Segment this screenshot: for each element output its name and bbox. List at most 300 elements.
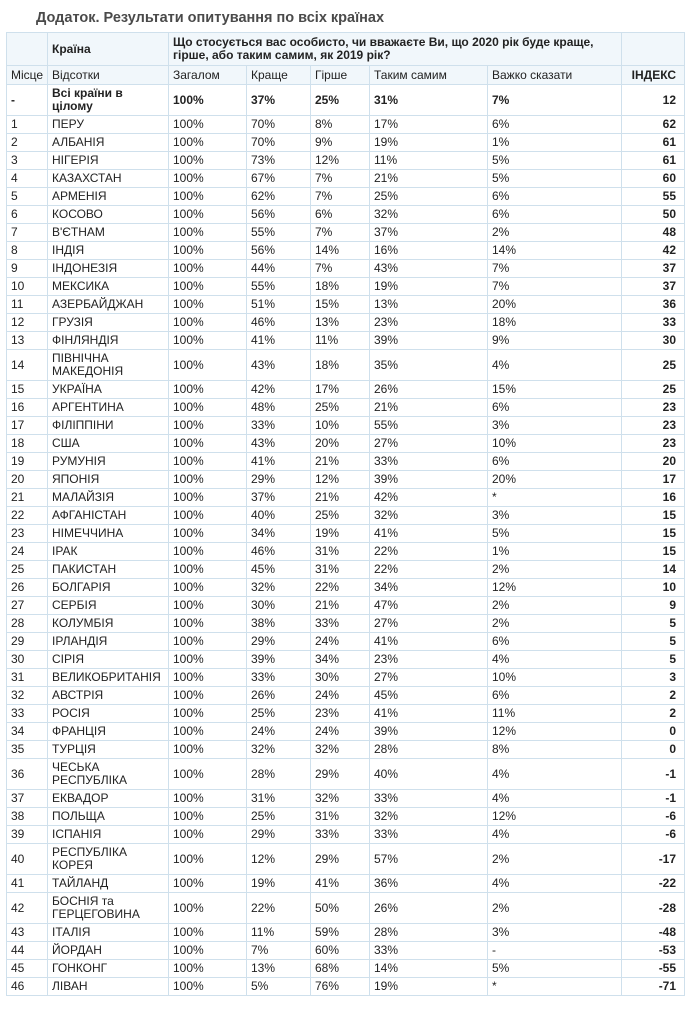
survey-table [6, 32, 685, 996]
cell-same: 41% [370, 705, 488, 723]
cell-index: 5 [622, 633, 685, 651]
table-row [7, 579, 685, 597]
cell-hard: 4% [488, 350, 622, 381]
cell-better: 51% [247, 296, 311, 314]
cell-total: 100% [169, 170, 247, 188]
cell-same: 23% [370, 651, 488, 669]
cell-place: 41 [7, 875, 48, 893]
cell-same: 32% [370, 206, 488, 224]
cell-total: 100% [169, 942, 247, 960]
cell-same: 37% [370, 224, 488, 242]
table-row [7, 170, 685, 188]
cell-hard: 15% [488, 381, 622, 399]
cell-worse: 24% [311, 723, 370, 741]
cell-total: 100% [169, 206, 247, 224]
table-row [7, 471, 685, 489]
table-row [7, 561, 685, 579]
table-row [7, 705, 685, 723]
table-row [7, 224, 685, 242]
cell-country: РЕСПУБЛІКА КОРЕЯ [48, 844, 169, 875]
cell-hard: 6% [488, 453, 622, 471]
cell-worse: 59% [311, 924, 370, 942]
cell-same: 19% [370, 978, 488, 996]
cell-better: 33% [247, 417, 311, 435]
cell-country: ІРАК [48, 543, 169, 561]
header-empty [7, 33, 48, 66]
cell-country: УКРАЇНА [48, 381, 169, 399]
cell-place: 32 [7, 687, 48, 705]
cell-index: 14 [622, 561, 685, 579]
cell-same: 47% [370, 597, 488, 615]
cell-hard: 4% [488, 875, 622, 893]
cell-country: ПАКИСТАН [48, 561, 169, 579]
cell-total: 100% [169, 399, 247, 417]
cell-total: 100% [169, 826, 247, 844]
cell-country: ТАЙЛАНД [48, 875, 169, 893]
summary-better: 37% [247, 85, 311, 116]
cell-total: 100% [169, 507, 247, 525]
cell-place: 44 [7, 942, 48, 960]
cell-better: 46% [247, 543, 311, 561]
cell-same: 55% [370, 417, 488, 435]
table-row [7, 651, 685, 669]
cell-hard: 14% [488, 242, 622, 260]
cell-total: 100% [169, 381, 247, 399]
cell-worse: 19% [311, 525, 370, 543]
cell-worse: 60% [311, 942, 370, 960]
header-same: Таким самим [370, 66, 488, 85]
cell-hard: 20% [488, 296, 622, 314]
cell-better: 29% [247, 633, 311, 651]
cell-total: 100% [169, 687, 247, 705]
table-row [7, 242, 685, 260]
cell-index: 25 [622, 381, 685, 399]
cell-worse: 29% [311, 844, 370, 875]
cell-better: 31% [247, 790, 311, 808]
cell-better: 40% [247, 507, 311, 525]
cell-worse: 31% [311, 808, 370, 826]
cell-total: 100% [169, 260, 247, 278]
cell-worse: 32% [311, 741, 370, 759]
cell-worse: 23% [311, 705, 370, 723]
cell-total: 100% [169, 417, 247, 435]
cell-better: 56% [247, 206, 311, 224]
cell-hard: 2% [488, 224, 622, 242]
cell-worse: 29% [311, 759, 370, 790]
cell-index: 50 [622, 206, 685, 224]
cell-index: 2 [622, 705, 685, 723]
cell-index: -48 [622, 924, 685, 942]
cell-hard: 9% [488, 332, 622, 350]
header-better: Краще [247, 66, 311, 85]
cell-country: ІРЛАНДІЯ [48, 633, 169, 651]
cell-better: 73% [247, 152, 311, 170]
cell-country: РОСІЯ [48, 705, 169, 723]
cell-index: 55 [622, 188, 685, 206]
cell-same: 42% [370, 489, 488, 507]
cell-worse: 68% [311, 960, 370, 978]
cell-better: 19% [247, 875, 311, 893]
cell-same: 33% [370, 790, 488, 808]
cell-hard: 6% [488, 188, 622, 206]
summary-same: 31% [370, 85, 488, 116]
header-empty-right [622, 33, 685, 66]
header-worse: Гірше [311, 66, 370, 85]
cell-worse: 7% [311, 224, 370, 242]
cell-worse: 10% [311, 417, 370, 435]
header-row-top [7, 33, 685, 66]
cell-index: -1 [622, 790, 685, 808]
table-row [7, 453, 685, 471]
cell-total: 100% [169, 350, 247, 381]
cell-index: -17 [622, 844, 685, 875]
cell-better: 24% [247, 723, 311, 741]
cell-hard: 2% [488, 561, 622, 579]
cell-same: 39% [370, 471, 488, 489]
cell-hard: 12% [488, 723, 622, 741]
cell-same: 23% [370, 314, 488, 332]
cell-index: -28 [622, 893, 685, 924]
cell-same: 33% [370, 826, 488, 844]
cell-better: 11% [247, 924, 311, 942]
cell-same: 13% [370, 296, 488, 314]
cell-same: 33% [370, 942, 488, 960]
cell-place: 3 [7, 152, 48, 170]
table-row [7, 260, 685, 278]
cell-worse: 24% [311, 687, 370, 705]
cell-index: 48 [622, 224, 685, 242]
cell-country: ІСПАНІЯ [48, 826, 169, 844]
cell-worse: 8% [311, 116, 370, 134]
cell-better: 37% [247, 489, 311, 507]
cell-hard: 3% [488, 924, 622, 942]
cell-country: ГРУЗІЯ [48, 314, 169, 332]
cell-place: 21 [7, 489, 48, 507]
cell-better: 22% [247, 893, 311, 924]
cell-total: 100% [169, 471, 247, 489]
cell-same: 22% [370, 543, 488, 561]
cell-country: ФРАНЦІЯ [48, 723, 169, 741]
cell-better: 13% [247, 960, 311, 978]
cell-total: 100% [169, 723, 247, 741]
cell-index: 2 [622, 687, 685, 705]
cell-better: 39% [247, 651, 311, 669]
header-index: ІНДЕКС [622, 66, 685, 85]
table-row [7, 543, 685, 561]
cell-hard: 2% [488, 893, 622, 924]
cell-hard: 7% [488, 278, 622, 296]
cell-worse: 21% [311, 453, 370, 471]
cell-better: 29% [247, 826, 311, 844]
cell-total: 100% [169, 314, 247, 332]
cell-hard: 4% [488, 759, 622, 790]
cell-total: 100% [169, 790, 247, 808]
header-total: Загалом [169, 66, 247, 85]
header-row-columns [7, 66, 685, 85]
cell-better: 45% [247, 561, 311, 579]
cell-country: ГОНКОНГ [48, 960, 169, 978]
cell-index: 9 [622, 597, 685, 615]
cell-same: 21% [370, 170, 488, 188]
cell-hard: 2% [488, 844, 622, 875]
table-row [7, 435, 685, 453]
cell-same: 39% [370, 723, 488, 741]
cell-country: ІНДІЯ [48, 242, 169, 260]
cell-place: 35 [7, 741, 48, 759]
cell-worse: 17% [311, 381, 370, 399]
table-row [7, 332, 685, 350]
cell-index: 15 [622, 507, 685, 525]
cell-worse: 7% [311, 260, 370, 278]
cell-same: 41% [370, 525, 488, 543]
cell-better: 70% [247, 116, 311, 134]
table-row [7, 381, 685, 399]
cell-better: 41% [247, 332, 311, 350]
cell-better: 46% [247, 314, 311, 332]
header-hard: Важко сказати [488, 66, 622, 85]
cell-better: 43% [247, 435, 311, 453]
cell-place: 45 [7, 960, 48, 978]
cell-same: 28% [370, 741, 488, 759]
cell-place: 37 [7, 790, 48, 808]
table-row [7, 808, 685, 826]
cell-total: 100% [169, 116, 247, 134]
summary-hard: 7% [488, 85, 622, 116]
cell-country: НІМЕЧЧИНА [48, 525, 169, 543]
cell-total: 100% [169, 705, 247, 723]
cell-better: 48% [247, 399, 311, 417]
cell-place: 24 [7, 543, 48, 561]
cell-same: 16% [370, 242, 488, 260]
table-row [7, 723, 685, 741]
cell-better: 28% [247, 759, 311, 790]
cell-hard: 5% [488, 152, 622, 170]
cell-place: 23 [7, 525, 48, 543]
cell-index: -55 [622, 960, 685, 978]
cell-country: БОЛГАРІЯ [48, 579, 169, 597]
cell-total: 100% [169, 633, 247, 651]
cell-same: 26% [370, 893, 488, 924]
cell-place: 38 [7, 808, 48, 826]
cell-worse: 76% [311, 978, 370, 996]
cell-country: РУМУНІЯ [48, 453, 169, 471]
table-row [7, 152, 685, 170]
cell-place: 34 [7, 723, 48, 741]
cell-worse: 14% [311, 242, 370, 260]
cell-total: 100% [169, 579, 247, 597]
cell-hard: 7% [488, 260, 622, 278]
table-row [7, 296, 685, 314]
cell-better: 55% [247, 224, 311, 242]
cell-country: ПОЛЬЩА [48, 808, 169, 826]
cell-hard: 10% [488, 669, 622, 687]
cell-total: 100% [169, 615, 247, 633]
cell-worse: 50% [311, 893, 370, 924]
cell-hard: 5% [488, 170, 622, 188]
cell-total: 100% [169, 453, 247, 471]
header-place: Місце [7, 66, 48, 85]
cell-better: 41% [247, 453, 311, 471]
cell-place: 16 [7, 399, 48, 417]
cell-index: 0 [622, 741, 685, 759]
cell-hard: 3% [488, 417, 622, 435]
cell-same: 11% [370, 152, 488, 170]
cell-hard: 6% [488, 206, 622, 224]
cell-better: 42% [247, 381, 311, 399]
cell-better: 38% [247, 615, 311, 633]
cell-country: АЛБАНІЯ [48, 134, 169, 152]
cell-hard: 20% [488, 471, 622, 489]
cell-hard: 1% [488, 134, 622, 152]
cell-same: 35% [370, 350, 488, 381]
cell-better: 56% [247, 242, 311, 260]
table-row [7, 134, 685, 152]
cell-place: 36 [7, 759, 48, 790]
cell-place: 8 [7, 242, 48, 260]
cell-place: 22 [7, 507, 48, 525]
cell-better: 43% [247, 350, 311, 381]
table-row [7, 417, 685, 435]
cell-same: 28% [370, 924, 488, 942]
table-row [7, 960, 685, 978]
cell-country: КАЗАХСТАН [48, 170, 169, 188]
cell-country: СІРІЯ [48, 651, 169, 669]
cell-place: 2 [7, 134, 48, 152]
cell-better: 32% [247, 579, 311, 597]
cell-hard: 12% [488, 808, 622, 826]
cell-worse: 21% [311, 597, 370, 615]
cell-total: 100% [169, 134, 247, 152]
cell-country: ПЕРУ [48, 116, 169, 134]
page-title: Додаток. Результати опитування по всіх країнах [36, 10, 385, 26]
cell-place: 19 [7, 453, 48, 471]
summary-row [7, 85, 685, 116]
cell-same: 57% [370, 844, 488, 875]
cell-country: ЧЕСЬКА РЕСПУБЛІКА [48, 759, 169, 790]
cell-country: МЕКСИКА [48, 278, 169, 296]
cell-index: 36 [622, 296, 685, 314]
cell-index: -6 [622, 808, 685, 826]
cell-worse: 11% [311, 332, 370, 350]
cell-index: -22 [622, 875, 685, 893]
table-row [7, 826, 685, 844]
cell-place: 43 [7, 924, 48, 942]
cell-country: КОЛУМБІЯ [48, 615, 169, 633]
cell-same: 25% [370, 188, 488, 206]
cell-hard: 2% [488, 597, 622, 615]
cell-worse: 21% [311, 489, 370, 507]
cell-total: 100% [169, 188, 247, 206]
cell-place: 10 [7, 278, 48, 296]
cell-total: 100% [169, 525, 247, 543]
cell-total: 100% [169, 561, 247, 579]
cell-same: 21% [370, 399, 488, 417]
cell-index: 61 [622, 152, 685, 170]
cell-place: 7 [7, 224, 48, 242]
cell-country: МАЛАЙЗІЯ [48, 489, 169, 507]
cell-place: 1 [7, 116, 48, 134]
cell-better: 44% [247, 260, 311, 278]
cell-country: ІТАЛІЯ [48, 924, 169, 942]
cell-worse: 25% [311, 507, 370, 525]
cell-total: 100% [169, 808, 247, 826]
cell-worse: 32% [311, 790, 370, 808]
cell-hard: 12% [488, 579, 622, 597]
table-row [7, 525, 685, 543]
cell-place: 5 [7, 188, 48, 206]
cell-index: 62 [622, 116, 685, 134]
table-row [7, 597, 685, 615]
cell-better: 29% [247, 471, 311, 489]
cell-hard: 6% [488, 116, 622, 134]
table-row [7, 759, 685, 790]
cell-better: 26% [247, 687, 311, 705]
table-row [7, 350, 685, 381]
cell-better: 12% [247, 844, 311, 875]
cell-place: 20 [7, 471, 48, 489]
cell-worse: 33% [311, 615, 370, 633]
cell-index: 25 [622, 350, 685, 381]
cell-index: -53 [622, 942, 685, 960]
cell-hard: - [488, 942, 622, 960]
cell-total: 100% [169, 844, 247, 875]
cell-index: 61 [622, 134, 685, 152]
cell-better: 25% [247, 705, 311, 723]
cell-hard: 2% [488, 615, 622, 633]
cell-country: ФІЛІППІНИ [48, 417, 169, 435]
cell-place: 31 [7, 669, 48, 687]
cell-hard: * [488, 978, 622, 996]
cell-index: -6 [622, 826, 685, 844]
cell-total: 100% [169, 332, 247, 350]
cell-index: 23 [622, 399, 685, 417]
cell-worse: 12% [311, 152, 370, 170]
cell-better: 67% [247, 170, 311, 188]
cell-same: 33% [370, 453, 488, 471]
cell-worse: 41% [311, 875, 370, 893]
cell-worse: 33% [311, 826, 370, 844]
cell-index: 23 [622, 435, 685, 453]
cell-worse: 25% [311, 399, 370, 417]
cell-worse: 24% [311, 633, 370, 651]
cell-same: 32% [370, 808, 488, 826]
cell-total: 100% [169, 651, 247, 669]
cell-same: 41% [370, 633, 488, 651]
cell-better: 5% [247, 978, 311, 996]
cell-hard: 8% [488, 741, 622, 759]
cell-better: 34% [247, 525, 311, 543]
cell-place: 12 [7, 314, 48, 332]
cell-index: 10 [622, 579, 685, 597]
cell-total: 100% [169, 597, 247, 615]
cell-index: 3 [622, 669, 685, 687]
table-row [7, 278, 685, 296]
cell-same: 22% [370, 561, 488, 579]
cell-place: 9 [7, 260, 48, 278]
table-row [7, 687, 685, 705]
table-row [7, 893, 685, 924]
cell-country: ЛІВАН [48, 978, 169, 996]
cell-same: 39% [370, 332, 488, 350]
cell-worse: 18% [311, 350, 370, 381]
cell-index: 5 [622, 651, 685, 669]
table-row [7, 844, 685, 875]
table-row [7, 978, 685, 996]
cell-country: ПІВНІЧНА МАКЕДОНІЯ [48, 350, 169, 381]
cell-place: 18 [7, 435, 48, 453]
cell-worse: 13% [311, 314, 370, 332]
cell-index: 15 [622, 543, 685, 561]
